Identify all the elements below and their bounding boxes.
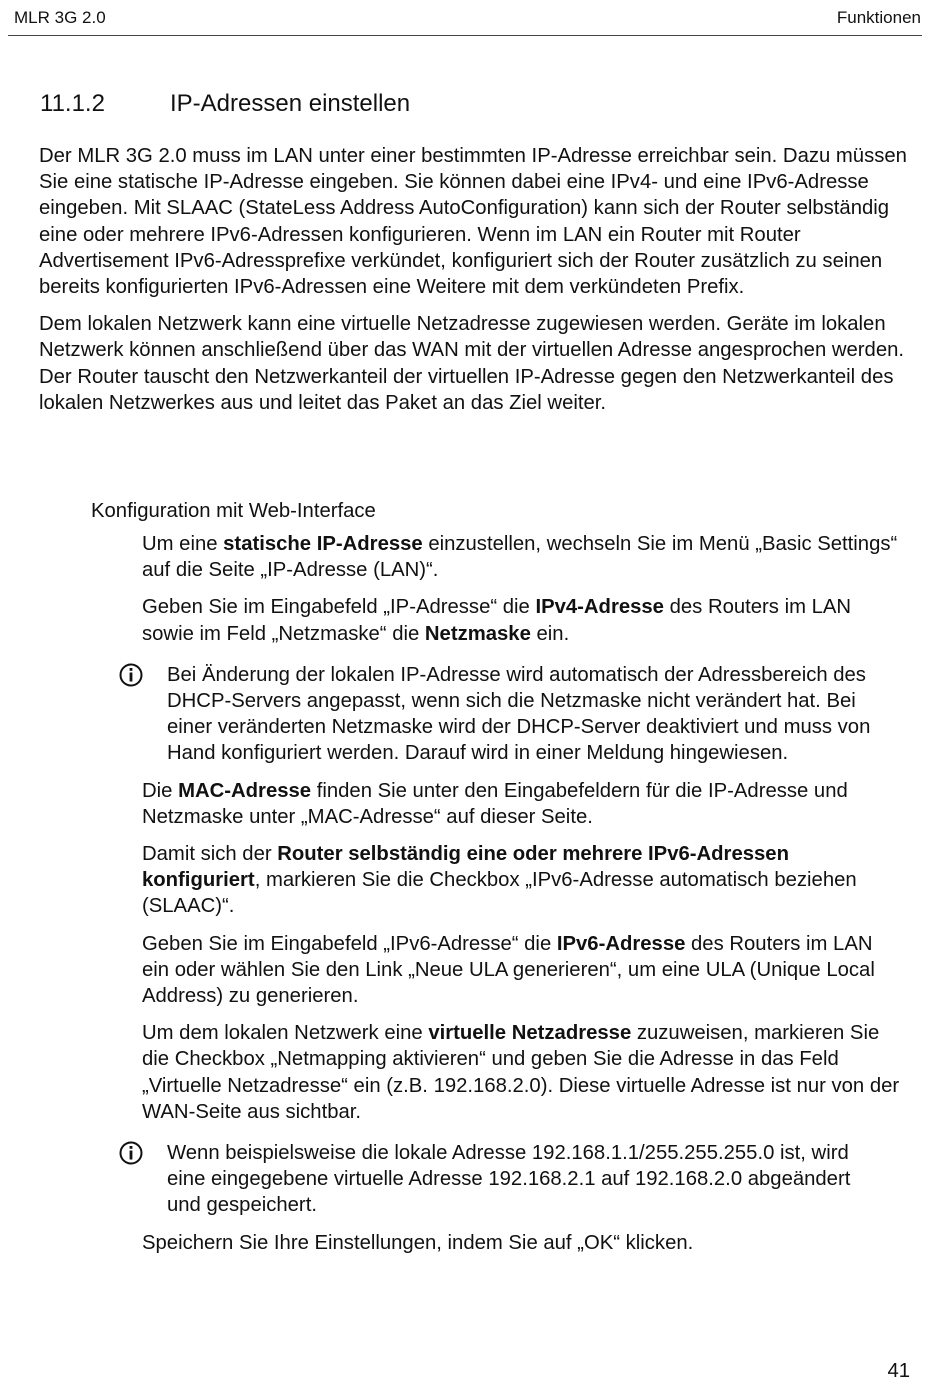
text-run: einzustellen, wechseln Sie im Menü „Basic Settings“ auf die Seite „IP-Adresse (LAN)“. <box>142 533 898 582</box>
page-number: 41 <box>887 1360 910 1382</box>
intro-text <box>39 143 919 427</box>
emphasis: virtuelle Netzadresse <box>428 1022 632 1045</box>
note-text: Wenn beispielsweise die lokale Adresse 192.168.1.1/255.255.255.0 ist, wird eine eingegebene virtuelle Adresse 192.168.2.1 auf 192.168.2.0 abgeändert und gespeichert. <box>167 1142 851 1217</box>
step-paragraph <box>142 1020 902 1125</box>
text-run: zuzuweisen, markieren Sie die Checkbox „Netmapping aktivieren“ und geben Sie die Adresse in das Feld „Virtuelle Netzadresse“ ein (z.B. 192.168.2.0). Diese virtuelle Adresse ist nur von der WAN-Seite aus sichtbar. <box>142 1022 900 1123</box>
text-run: , markieren Sie die Checkbox „IPv6-Adresse automatisch beziehen (SLAAC)“. <box>142 869 857 918</box>
info-icon <box>119 1141 143 1165</box>
section-number: 11.1.2 <box>40 90 105 117</box>
step-paragraph <box>142 594 902 646</box>
info-icon <box>119 663 143 687</box>
text-run: Geben Sie im Eingabefeld „IP-Adresse“ die <box>142 596 536 619</box>
subheading: Konfiguration mit Web-Interface <box>91 500 376 522</box>
step-paragraph <box>142 531 902 583</box>
header-rule <box>8 35 922 36</box>
section-title: IP-Adressen einstellen <box>170 90 411 117</box>
text-run: Geben Sie im Eingabefeld „IPv6-Adresse“ die <box>142 932 557 955</box>
step-paragraph: Speichern Sie Ihre Einstellungen, indem Sie auf „OK“ klicken. <box>142 1231 694 1254</box>
emphasis: MAC-Adresse <box>178 779 312 802</box>
text-run: ein. <box>530 622 570 645</box>
emphasis: IPv6-Adresse <box>556 932 686 955</box>
step-paragraph <box>142 841 902 920</box>
instructions <box>0 531 950 1267</box>
emphasis: Router selbständig eine oder mehrere IPv6-Adressen konfiguriert <box>142 843 789 892</box>
text-run: des Routers im LAN sowie im Feld „Netzmaske“ die <box>142 596 852 645</box>
header-product-name: MLR 3G 2.0 <box>14 8 106 27</box>
info-note <box>167 1140 887 1219</box>
emphasis: statische IP-Adresse <box>223 533 423 555</box>
emphasis: IPv4-Adresse <box>535 596 664 619</box>
text-run: Damit sich der <box>142 843 278 866</box>
intro-paragraph: Der MLR 3G 2.0 muss im LAN unter einer bestimmten IP-Adresse erreichbar sein. Dazu müssen Sie eine statische IP-Adresse eingeben. Sie können dabei eine IPv4- und eine IPv6-Adresse eingeben. Mit SLAAC (StateLess Address AutoConfiguration) kann sich der Router selbständig eine oder mehrere IPv6-Adressen konfigurieren. Wenn im LAN ein Router mit Router Advertisement IPv6-Adressprefixe verkündet, konfiguriert sich der Router zusätzlich zu seinen bereits konfigurierten IPv6-Adressen eine Weitere mit dem verkündeten Prefix. <box>39 145 907 299</box>
text-run: Die <box>142 779 179 802</box>
header-chapter-name: Funktionen <box>836 8 921 27</box>
intro-paragraph: Dem lokalen Netzwerk kann eine virtuelle Netzadresse zugewiesen werden. Geräte im lokalen Netzwerk können anschließend über das WAN mit der virtuellen Adresse angesprochen werden. Der Router tauscht den Netzwerkanteil der virtuellen IP-Adresse gegen den Netzwerkanteil des lokalen Netzwerkes aus und leitet das Paket an das Ziel weiter. <box>39 313 905 414</box>
info-note <box>167 662 887 767</box>
note-text: Bei Änderung der lokalen IP-Adresse wird automatisch der Adressbereich des DHCP-Servers angepasst, wenn sich die Netzmaske nicht verändert hat. Bei einer veränderten Netzmaske wird der DHCP-Server deaktiviert und muss von Hand konfiguriert werden. Darauf wird in einer Meldung hingewiesen. <box>167 663 871 765</box>
text-run: des Routers im LAN ein oder wählen Sie den Link „Neue ULA generieren“, um eine ULA (Unique Local Address) zu generieren. <box>142 932 875 1008</box>
text-run: Um dem lokalen Netzwerk eine <box>142 1022 429 1045</box>
emphasis: Netzmaske <box>424 622 531 645</box>
step-paragraph <box>142 931 902 1010</box>
text-run: finden Sie unter den Eingabefeldern für die IP-Adresse und Netzmaske unter „MAC-Adresse“ auf dieser Seite. <box>142 779 848 828</box>
step-paragraph <box>142 778 902 830</box>
running-header <box>0 0 950 36</box>
section-heading <box>40 90 410 118</box>
text-run: Um eine <box>142 533 224 555</box>
